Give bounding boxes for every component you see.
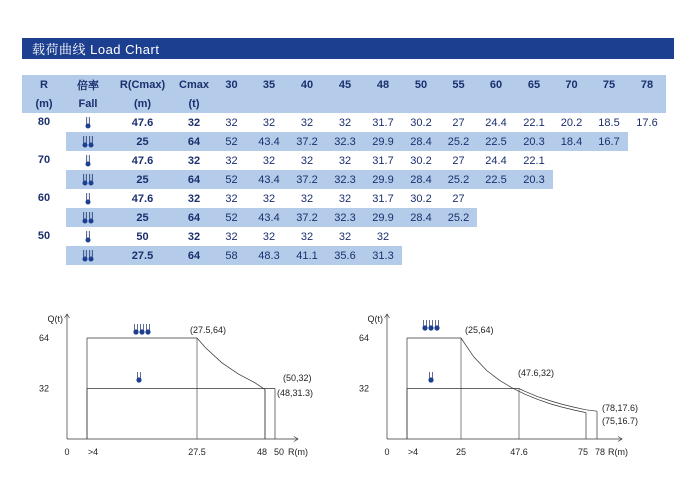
capacity-cell: 31.7 bbox=[372, 154, 394, 167]
page-title: 载荷曲线 Load Chart bbox=[32, 42, 160, 57]
single-fall-hook-icon bbox=[81, 192, 95, 206]
capacity-cell: 25.2 bbox=[440, 170, 477, 189]
capacity-cell: 32 bbox=[262, 192, 276, 205]
capacity-cell: 41.1 bbox=[288, 246, 326, 265]
rcmax-cell: 50 bbox=[136, 230, 149, 243]
capacity-cell: 25.2 bbox=[440, 208, 477, 227]
cmax-cell: 64 bbox=[175, 170, 213, 189]
capacity-cell: 25.2 bbox=[440, 132, 477, 151]
cmax-cell: 64 bbox=[175, 132, 213, 151]
header-cell bbox=[326, 94, 364, 113]
capacity-cell: 32 bbox=[225, 154, 238, 167]
capacity-cell: 52 bbox=[213, 170, 250, 189]
capacity-cell: 32 bbox=[338, 230, 352, 243]
header-cell bbox=[402, 94, 440, 113]
table-row bbox=[22, 132, 666, 151]
capacity-cell: 30.2 bbox=[410, 116, 432, 129]
header-cell: 倍率 bbox=[66, 75, 110, 94]
capacity-cell: 37.2 bbox=[288, 132, 326, 151]
x-tick-label: 27.5 bbox=[188, 447, 206, 457]
x-tick-label: 50 bbox=[273, 447, 285, 457]
x-tick-label: >4 bbox=[87, 447, 99, 457]
header-cell bbox=[213, 94, 250, 113]
header-cell: 78 bbox=[628, 75, 666, 94]
header-cell: 45 bbox=[326, 75, 364, 94]
capacity-cell: 32 bbox=[262, 116, 276, 129]
header-cell bbox=[477, 94, 515, 113]
header-cell: (t) bbox=[175, 94, 213, 113]
capacity-cell: 16.7 bbox=[590, 132, 628, 151]
single-fall-hook-icon bbox=[81, 116, 95, 130]
header-cell: 50 bbox=[402, 75, 440, 94]
load-curve-plot-2 bbox=[360, 308, 660, 468]
capacity-cell: 24.4 bbox=[485, 154, 507, 167]
y-axis-label: Q(t) bbox=[47, 314, 63, 324]
capacity-cell: 32 bbox=[262, 154, 276, 167]
table-row bbox=[22, 189, 666, 208]
single-fall-hook-icon bbox=[81, 230, 95, 244]
capacity-cell: 32 bbox=[300, 230, 314, 243]
capacity-cell: 32.3 bbox=[326, 132, 364, 151]
header-cell bbox=[364, 94, 402, 113]
single-fall-hook-icon bbox=[136, 372, 141, 383]
header-cell: R(Cmax) bbox=[110, 75, 175, 94]
header-cell: R bbox=[22, 75, 66, 94]
point-annotation: (25,64) bbox=[465, 325, 494, 335]
header-cell: 40 bbox=[288, 75, 326, 94]
capacity-cell: 24.4 bbox=[485, 116, 507, 129]
fall-cell bbox=[66, 113, 110, 132]
point-annotation: (78,17.6) bbox=[602, 403, 639, 413]
capacity-cell: 22.5 bbox=[477, 170, 515, 189]
capacity-cell: 32 bbox=[300, 154, 314, 167]
capacity-cell: 43.4 bbox=[250, 208, 288, 227]
header-cell bbox=[628, 94, 666, 113]
header-cell: 35 bbox=[250, 75, 288, 94]
header-cell: 60 bbox=[477, 75, 515, 94]
header-cell: 70 bbox=[553, 75, 590, 94]
header-cell bbox=[440, 94, 477, 113]
capacity-cell: 32.3 bbox=[326, 208, 364, 227]
rcmax-cell: 25 bbox=[110, 132, 175, 151]
load-chart-table bbox=[22, 75, 666, 265]
header-cell: 48 bbox=[364, 75, 402, 94]
cmax-cell: 32 bbox=[187, 116, 201, 129]
cmax-cell: 64 bbox=[175, 246, 213, 265]
fall-cell bbox=[66, 246, 110, 265]
capacity-cell: 27 bbox=[452, 154, 465, 167]
rcmax-cell: 25 bbox=[110, 208, 175, 227]
capacity-cell: 32 bbox=[338, 154, 352, 167]
capacity-cell: 27 bbox=[452, 192, 465, 205]
header-cell: 55 bbox=[440, 75, 477, 94]
rcmax-cell: 47.6 bbox=[131, 154, 154, 167]
capacity-cell: 37.2 bbox=[288, 170, 326, 189]
fall-cell bbox=[66, 189, 110, 208]
header-cell bbox=[553, 94, 590, 113]
cmax-cell: 32 bbox=[187, 230, 201, 243]
capacity-cell: 28.4 bbox=[402, 132, 440, 151]
capacity-cell: 31.3 bbox=[364, 246, 402, 265]
header-cell: (m) bbox=[22, 94, 66, 113]
x-tick-label: 47.6 bbox=[510, 447, 528, 457]
x-axis-label: R(m) bbox=[288, 447, 308, 457]
fall-cell bbox=[66, 132, 110, 151]
capacity-cell: 32 bbox=[225, 192, 238, 205]
capacity-cell: 30.2 bbox=[410, 192, 432, 205]
capacity-cell: 18.5 bbox=[598, 116, 620, 129]
load-curve-line bbox=[87, 338, 265, 390]
table-row bbox=[22, 246, 666, 265]
point-annotation: (75,16.7) bbox=[602, 416, 639, 426]
capacity-cell: 20.2 bbox=[560, 116, 583, 129]
header-cell bbox=[515, 94, 553, 113]
radius-cell: 80 bbox=[37, 116, 51, 128]
capacity-cell: 32 bbox=[376, 230, 390, 243]
capacity-cell: 17.6 bbox=[636, 116, 658, 129]
capacity-cell: 43.4 bbox=[250, 170, 288, 189]
y-tick-label: 32 bbox=[358, 383, 369, 394]
header-cell: Cmax bbox=[175, 75, 213, 94]
point-annotation: (27.5,64) bbox=[190, 325, 227, 335]
load-curve-plot-1 bbox=[40, 308, 330, 468]
point-annotation: (47.6,32) bbox=[518, 368, 555, 378]
capacity-cell: 48.3 bbox=[250, 246, 288, 265]
capacity-cell: 27 bbox=[452, 116, 465, 129]
fall-cell bbox=[66, 151, 110, 170]
rcmax-cell: 27.5 bbox=[110, 246, 175, 265]
capacity-cell: 43.4 bbox=[250, 132, 288, 151]
table-row bbox=[22, 170, 666, 189]
capacity-cell: 32 bbox=[300, 116, 314, 129]
capacity-cell: 22.1 bbox=[523, 116, 545, 129]
table-row bbox=[22, 113, 666, 132]
x-tick-label: 75 bbox=[577, 447, 589, 457]
radius-cell: 50 bbox=[37, 230, 51, 242]
capacity-cell: 32 bbox=[225, 230, 238, 243]
capacity-cell: 32 bbox=[262, 230, 276, 243]
capacity-cell: 58 bbox=[213, 246, 250, 265]
capacity-cell: 29.9 bbox=[364, 132, 402, 151]
x-tick-label: 25 bbox=[455, 447, 467, 457]
x-tick-label: 0 bbox=[384, 447, 390, 457]
x-tick-label: 48 bbox=[256, 447, 268, 457]
double-fall-hook-icon bbox=[81, 211, 95, 225]
capacity-cell: 35.6 bbox=[326, 246, 364, 265]
double-fall-hook-icon bbox=[81, 249, 95, 263]
double-fall-hook-icon bbox=[422, 320, 439, 331]
y-tick-label: 64 bbox=[38, 333, 49, 343]
y-tick-label: 32 bbox=[38, 383, 49, 394]
header-cell bbox=[250, 94, 288, 113]
rcmax-cell: 47.6 bbox=[131, 192, 154, 205]
double-fall-hook-icon bbox=[81, 173, 95, 187]
x-tick-label: >4 bbox=[407, 447, 419, 457]
capacity-cell: 52 bbox=[213, 132, 250, 151]
rcmax-cell: 47.6 bbox=[131, 116, 154, 129]
y-tick-label: 64 bbox=[358, 333, 369, 343]
radius-cell: 70 bbox=[37, 154, 51, 166]
title-bar bbox=[22, 38, 674, 59]
rcmax-cell: 25 bbox=[110, 170, 175, 189]
load-curve-line bbox=[407, 389, 597, 412]
point-annotation: (48,31.3) bbox=[277, 388, 314, 398]
capacity-cell: 18.4 bbox=[553, 132, 590, 151]
single-fall-hook-icon bbox=[81, 154, 95, 168]
capacity-cell: 32 bbox=[338, 116, 352, 129]
radius-cell: 60 bbox=[37, 192, 51, 204]
fall-cell bbox=[66, 208, 110, 227]
cmax-cell: 32 bbox=[187, 192, 201, 205]
header-cell: 30 bbox=[213, 75, 250, 94]
table-row bbox=[22, 208, 666, 227]
double-fall-hook-icon bbox=[81, 135, 95, 149]
capacity-cell: 31.7 bbox=[372, 116, 394, 129]
capacity-cell: 32 bbox=[225, 116, 238, 129]
y-axis-label: Q(t) bbox=[367, 314, 383, 324]
capacity-cell: 31.7 bbox=[372, 192, 394, 205]
capacity-cell: 37.2 bbox=[288, 208, 326, 227]
capacity-cell: 29.9 bbox=[364, 170, 402, 189]
capacity-cell: 22.5 bbox=[477, 132, 515, 151]
capacity-cell: 20.3 bbox=[515, 170, 553, 189]
single-fall-hook-icon bbox=[428, 372, 433, 383]
capacity-cell: 22.1 bbox=[523, 154, 545, 167]
header-cell: Fall bbox=[66, 94, 110, 113]
capacity-cell: 20.3 bbox=[515, 132, 553, 151]
capacity-cell: 28.4 bbox=[402, 170, 440, 189]
capacity-cell: 32.3 bbox=[326, 170, 364, 189]
point-annotation: (50,32) bbox=[283, 373, 312, 383]
x-tick-label: 78 bbox=[595, 447, 606, 457]
cmax-cell: 32 bbox=[187, 154, 201, 167]
table-row bbox=[22, 151, 666, 170]
double-fall-hook-icon bbox=[133, 324, 150, 335]
cmax-cell: 64 bbox=[175, 208, 213, 227]
table-row bbox=[22, 227, 666, 246]
capacity-cell: 32 bbox=[338, 192, 352, 205]
header-cell: (m) bbox=[110, 94, 175, 113]
load-curve-line bbox=[407, 338, 586, 413]
capacity-cell: 32 bbox=[300, 192, 314, 205]
capacity-cell: 52 bbox=[213, 208, 250, 227]
x-axis-label: R(m) bbox=[608, 447, 628, 457]
capacity-cell: 28.4 bbox=[402, 208, 440, 227]
fall-cell bbox=[66, 170, 110, 189]
header-cell: 65 bbox=[515, 75, 553, 94]
header-cell: 75 bbox=[590, 75, 628, 94]
x-tick-label: 0 bbox=[64, 447, 70, 457]
fall-cell bbox=[66, 227, 110, 246]
capacity-cell: 29.9 bbox=[364, 208, 402, 227]
header-cell bbox=[288, 94, 326, 113]
capacity-cell: 30.2 bbox=[410, 154, 432, 167]
header-cell bbox=[590, 94, 628, 113]
